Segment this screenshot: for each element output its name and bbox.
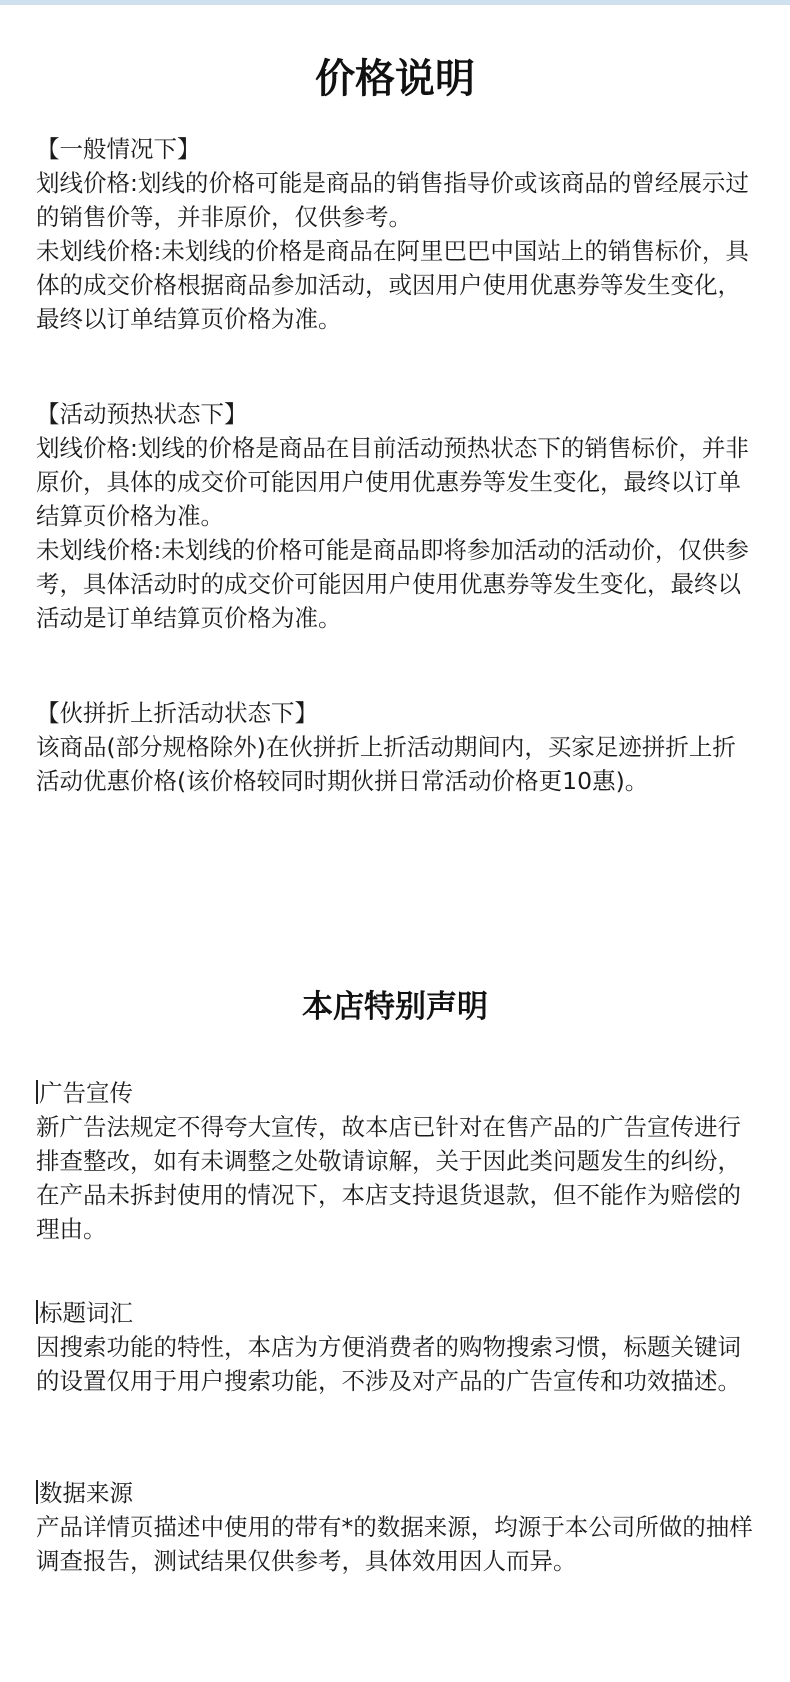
price-block-general [36, 132, 756, 336]
price-block-paragraph: 划线价格:划线的价格可能是商品的销售指导价或该商品的曾经展示过的销售价等，并非原价，仅供参考。 [36, 169, 749, 231]
notice-block-heading-text: 数据来源 [39, 1479, 133, 1507]
notice-block-heading-text: 广告宣传 [39, 1079, 133, 1107]
notice-block-heading-text: 标题词汇 [39, 1299, 133, 1327]
price-block-preheat [36, 397, 756, 635]
heading-bar-marker [36, 1480, 38, 1504]
notice-block-heading [36, 1296, 756, 1330]
notice-block-data-source [36, 1476, 756, 1578]
price-block-paragraph: 未划线价格:未划线的价格可能是商品即将参加活动的活动价，仅供参考，具体活动时的成交价可能因用户使用优惠券等发生变化，最终以活动是订单结算页价格为准。 [36, 536, 749, 632]
notice-block-paragraph: 因搜索功能的特性，本店为方便消费者的购物搜索习惯，标题关键词的设置仅用于用户搜索功能，不涉及对产品的广告宣传和功效描述。 [36, 1333, 741, 1395]
store-notice-section [0, 985, 790, 1029]
notice-block-advertising [36, 1076, 756, 1246]
price-section-title: 价格说明 [315, 56, 475, 102]
price-block-heading: 【伙拼折上折活动状态下】 [36, 699, 318, 727]
price-block-paragraph: 划线价格:划线的价格是商品在目前活动预热状态下的销售标价，并非原价，具体的成交价可能因用户使用优惠券等发生变化，最终以订单结算页价格为准。 [36, 434, 749, 530]
notice-block-paragraph: 产品详情页描述中使用的带有*的数据来源，均源于本公司所做的抽样调查报告，测试结果仅供参考，具体效用因人而异。 [36, 1513, 753, 1575]
notice-section-title: 本店特别声明 [302, 989, 488, 1025]
price-block-heading: 【活动预热状态下】 [36, 400, 248, 428]
heading-bar-marker [36, 1300, 38, 1324]
notice-block-paragraph: 新广告法规定不得夸大宣传，故本店已针对在售产品的广告宣传进行排查整改，如有未调整之处敬请谅解，关于因此类问题发生的纠纷，在产品未拆封使用的情况下，本店支持退货退款，但不能作为赔偿的理由。 [36, 1113, 741, 1243]
notice-block-heading [36, 1076, 756, 1110]
notice-block-heading [36, 1476, 756, 1510]
price-block-heading: 【一般情况下】 [36, 135, 201, 163]
price-explanation-section [0, 52, 790, 106]
top-accent-strip [0, 0, 790, 5]
price-block-paragraph: 未划线价格:未划线的价格是商品在阿里巴巴中国站上的销售标价，具体的成交价格根据商品参加活动，或因用户使用优惠券等发生变化，最终以订单结算页价格为准。 [36, 237, 749, 333]
price-block-paragraph: 该商品(部分规格除外)在伙拼折上折活动期间内，买家足迹拼折上折活动优惠价格(该价格较同时期伙拼日常活动价格更10惠)。 [36, 733, 736, 795]
notice-block-title-terms [36, 1296, 756, 1398]
heading-bar-marker [36, 1080, 38, 1104]
price-block-group-buy [36, 696, 756, 798]
